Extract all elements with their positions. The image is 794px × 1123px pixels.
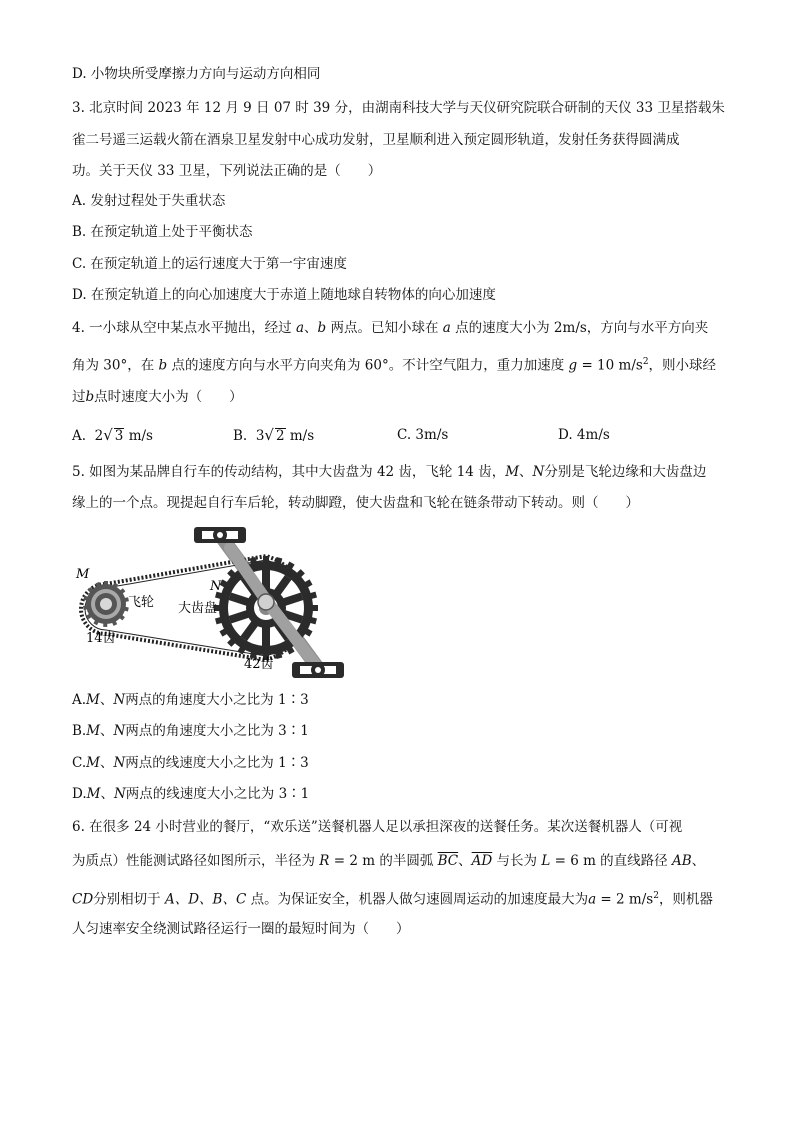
pedal-bottom (292, 662, 344, 678)
pedal-top (194, 527, 246, 543)
bicycle-transmission-figure (70, 518, 370, 683)
q3-stem-line3: 功。关于天仪 33 卫星，下列说法正确的是（ ） (72, 163, 382, 179)
label-point-n: N (210, 579, 222, 594)
q4-stem-line3: 过b点时速度大小为（ ） (72, 389, 243, 405)
q5-option-c: C.M、N两点的线速度大小之比为 1∶3 (72, 755, 309, 771)
q5-option-d: D.M、N两点的线速度大小之比为 3∶1 (72, 786, 310, 802)
q3-option-a: A. 发射过程处于失重状态 (72, 193, 226, 209)
q3-option-d: D. 在预定轨道上的向心加速度大于赤道上随地球自转物体的向心加速度 (72, 287, 496, 303)
q4-option-b: B. 3√ 2 m/s (233, 426, 315, 444)
q5-option-b: B.M、N两点的角速度大小之比为 3∶1 (72, 723, 309, 739)
q4-option-d: D. 4m/s (558, 427, 610, 443)
q4-stem-line2: 角为 30°，在 b 点的速度方向与水平方向夹角为 60°。不计空气阻力，重力加速度 g = 10 $m/s^2$，则小球经 (72, 357, 717, 374)
flywheel (83, 581, 129, 627)
q4-option-c: C. 3m/s (397, 427, 449, 443)
q3-option-b: B. 在预定轨道上处于平衡状态 (72, 224, 253, 240)
q3-stem-line2: 雀二号遥三运载火箭在酒泉卫星发射中心成功发射，卫星顺利进入预定圆形轨道，发射任务获得圆满成 (72, 132, 680, 148)
label-42-teeth: 42齿 (244, 657, 274, 672)
label-chainring: 大齿盘 (178, 601, 218, 616)
crank-axle (258, 594, 274, 610)
q6-stem-line4: 人匀速率安全绕测试路径运行一圈的最短时间为（ ） (72, 921, 410, 937)
label-14-teeth: 14齿 (86, 631, 116, 646)
q6-stem-line2: 为质点）性能测试路径如图所示，半径为 R = 2 m 的半圆弧 $\overline{BC}$、$\overline{AD}$ 与长为 L = 6 m 的直线路径 AB、 (72, 853, 706, 869)
q5-option-a: A.M、N两点的角速度大小之比为 1∶3 (72, 692, 309, 708)
q3-stem-line1: 3. 北京时间 2023 年 12 月 9 日 07 时 39 分，由湖南科技大学与天仪研究院联合研制的天仪 33 卫星搭载朱 (72, 100, 725, 116)
q6-stem-line3: CD分别相切于 A、D、B、C 点。为保证安全，机器人做匀速圆周运动的加速度最大为a = 2 $m/s^2$，则机器 (72, 891, 713, 908)
label-flywheel: 飞轮 (128, 595, 155, 610)
q4-stem-line1: 4. 一小球从空中某点水平抛出，经过 a、b 两点。已知小球在 a 点的速度大小为 2m/s，方向与水平方向夹 (72, 320, 709, 336)
q3-option-c: C. 在预定轨道上的运行速度大于第一宇宙速度 (72, 256, 347, 272)
q5-stem-line2: 缘上的一个点。现提起自行车后轮，转动脚蹬，使大齿盘和飞轮在链条带动下转动。则（ ） (72, 495, 639, 511)
label-point-m: M (76, 567, 90, 582)
q5-stem-line1: 5. 如图为某品牌自行车的传动结构，其中大齿盘为 42 齿，飞轮 14 齿，M、N分别是飞轮边缘和大齿盘边 (72, 464, 707, 480)
q2-option-d: D. 小物块所受摩擦力方向与运动方向相同 (72, 66, 321, 82)
q6-stem-line1: 6. 在很多 24 小时营业的餐厅，“欢乐送”送餐机器人足以承担深夜的送餐任务。某次送餐机器人（可视 (72, 819, 683, 835)
q4-option-a: A. 2√ 3 m/s (72, 426, 153, 444)
